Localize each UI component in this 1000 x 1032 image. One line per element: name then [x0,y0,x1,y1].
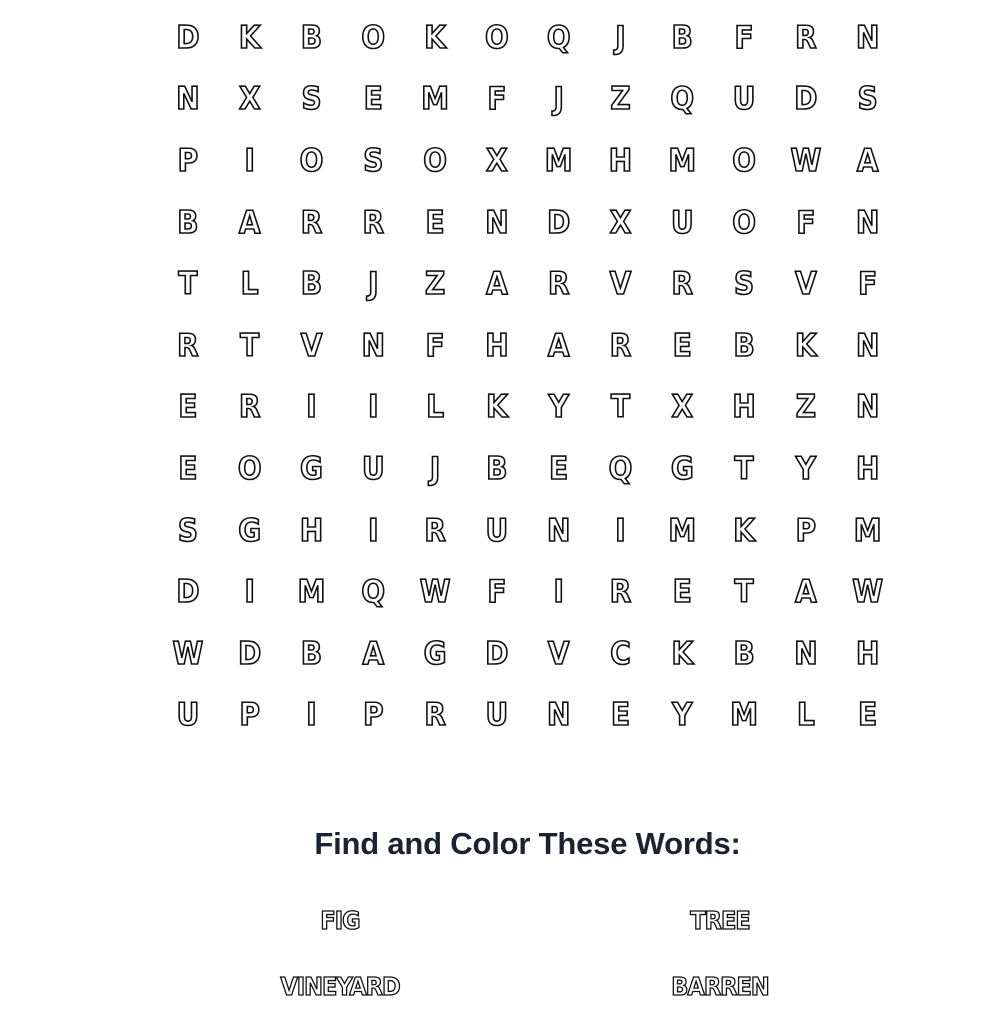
grid-letter[interactable]: F [425,327,445,364]
grid-letter[interactable]: E [178,389,198,426]
grid-letter[interactable]: D [176,19,200,56]
word-list-title: Find and Color These Words: [314,826,741,861]
grid-letter[interactable]: N [855,19,880,56]
grid-letter[interactable]: B [486,450,508,487]
grid-letter[interactable]: V [300,327,323,364]
grid-letter[interactable]: W [419,574,451,611]
grid-letter[interactable]: R [424,512,446,549]
grid-letter[interactable]: S [734,266,755,303]
grid-letter[interactable]: A [547,327,570,364]
grid-letter[interactable]: N [855,204,880,241]
grid-letter[interactable]: E [858,697,878,734]
letter-grid [157,7,897,746]
grid-letter[interactable]: F [796,204,816,241]
grid-letter[interactable]: L [796,697,815,734]
grid-letter[interactable]: K [238,19,261,56]
grid-letter[interactable]: M [421,81,449,118]
grid-letter[interactable]: O [237,450,262,487]
grid-letter[interactable]: D [794,81,818,118]
grid-letter[interactable]: S [363,142,384,179]
grid-letter[interactable]: K [486,389,508,426]
grid-letter[interactable]: B [733,635,755,672]
grid-letter[interactable]: K [671,635,694,672]
grid-letter[interactable]: K [795,327,817,364]
grid-letter[interactable]: A [238,204,261,241]
grid-letter[interactable]: O [361,19,386,56]
grid-letter[interactable]: H [299,512,324,549]
grid-letter[interactable]: F [734,19,754,56]
grid-letter[interactable]: M [853,512,882,549]
grid-letter[interactable]: D [176,574,200,611]
grid-letter[interactable]: A [856,142,879,179]
grid-letter[interactable]: W [790,142,822,179]
grid-letter[interactable]: Q [670,81,695,118]
grid-letter[interactable]: T [610,389,630,426]
grid-letter[interactable]: K [733,512,755,549]
grid-letter[interactable]: N [361,327,385,364]
grid-letter[interactable]: U [670,204,694,241]
grid-letter[interactable]: S [177,512,198,549]
grid-letter[interactable]: E [672,327,692,364]
grid-letter[interactable]: E [610,697,630,734]
grid-letter[interactable]: W [172,635,204,672]
grid-letter[interactable]: U [732,81,756,118]
grid-letter[interactable]: Z [424,266,446,303]
grid-letter[interactable]: H [855,635,880,672]
grid-letter[interactable]: B [671,19,693,56]
grid-letter[interactable]: B [177,204,199,241]
grid-letter[interactable]: V [609,266,632,303]
grid-letter[interactable]: B [300,635,323,672]
grid-letter[interactable]: A [795,574,817,611]
grid-letter[interactable]: O [732,142,756,179]
grid-letter[interactable]: I [553,574,564,611]
grid-letter[interactable]: A [362,635,385,672]
grid-letter[interactable]: V [547,635,570,672]
grid-letter[interactable]: P [177,142,199,179]
grid-letter[interactable]: F [487,81,507,118]
grid-letter[interactable]: M [544,142,573,179]
grid-letter[interactable]: N [855,389,880,426]
grid-letter[interactable]: S [301,81,322,118]
grid-letter[interactable]: F [858,266,878,303]
grid-letter[interactable]: X [671,389,694,426]
grid-letter[interactable]: D [238,635,262,672]
word-item: FIG [320,905,360,935]
grid-letter[interactable]: Z [610,81,631,118]
word-list [150,900,910,1032]
grid-letter[interactable]: U [176,697,200,734]
grid-letter[interactable]: Q [361,574,386,611]
grid-letter[interactable]: V [795,266,817,303]
grid-letter[interactable]: M [668,512,697,549]
grid-letter[interactable]: W [852,574,884,611]
grid-letter[interactable]: E [363,81,383,118]
grid-letter[interactable]: I [244,574,255,611]
grid-letter[interactable]: I [368,389,379,426]
grid-letter[interactable]: U [485,697,509,734]
grid-letter[interactable]: X [609,204,632,241]
grid-letter[interactable]: Y [548,389,569,426]
grid-letter[interactable]: R [609,574,632,611]
grid-letter[interactable]: G [300,450,323,487]
grid-letter[interactable]: I [615,512,626,549]
grid-letter[interactable]: B [733,327,755,364]
grid-letter[interactable]: T [734,574,754,611]
grid-letter[interactable]: E [178,450,198,487]
grid-letter[interactable]: Z [795,389,816,426]
grid-letter[interactable]: E [549,450,569,487]
grid-letter[interactable]: R [547,266,570,303]
grid-letter[interactable]: M [668,142,697,179]
grid-letter[interactable]: H [485,327,509,364]
grid-letter[interactable]: O [423,142,447,179]
grid-letter[interactable]: J [368,266,379,303]
grid-letter[interactable]: G [670,450,694,487]
grid-letter[interactable]: N [794,635,818,672]
grid-letter[interactable]: N [855,327,880,364]
grid-letter[interactable]: J [553,81,564,118]
grid-letter[interactable]: X [486,142,508,179]
grid-letter[interactable]: I [306,389,317,426]
grid-letter[interactable]: S [857,81,878,118]
grid-letter[interactable]: J [429,450,441,487]
grid-letter[interactable]: E [672,574,692,611]
grid-letter[interactable]: X [238,81,261,118]
grid-letter[interactable]: C [610,635,631,672]
grid-letter[interactable]: P [363,697,384,734]
grid-letter[interactable]: P [795,512,817,549]
grid-letter[interactable]: Q [546,19,571,56]
grid-letter[interactable]: Y [672,697,693,734]
grid-letter[interactable]: R [362,204,385,241]
grid-letter[interactable]: N [176,81,200,118]
grid-letter[interactable]: T [240,327,260,364]
grid-letter[interactable]: I [244,142,255,179]
word-item: BARREN [671,971,769,1001]
grid-letter[interactable]: O [485,19,509,56]
grid-letter[interactable]: Q [608,450,633,487]
grid-letter[interactable]: R [609,327,632,364]
grid-letter[interactable]: K [424,19,446,56]
grid-letter[interactable]: P [239,697,260,734]
grid-letter[interactable]: H [608,142,633,179]
grid-letter[interactable]: G [423,635,447,672]
grid-letter[interactable]: N [485,204,509,241]
grid-letter[interactable]: J [615,19,626,56]
grid-letter[interactable]: R [795,19,817,56]
grid-letter[interactable]: G [238,512,262,549]
word-item: TREE [690,905,750,935]
grid-letter[interactable]: R [238,389,261,426]
grid-letter[interactable]: R [424,697,446,734]
grid-letter[interactable]: I [306,697,317,734]
grid-letter[interactable]: I [368,512,379,549]
grid-letter[interactable]: D [485,635,509,672]
grid-letter[interactable]: T [178,266,198,303]
grid-letter[interactable]: N [547,697,571,734]
grid-letter[interactable]: O [299,142,324,179]
grid-letter[interactable]: U [485,512,509,549]
grid-letter[interactable]: A [486,266,508,303]
grid-letter[interactable]: U [361,450,385,487]
grid-letter[interactable]: O [732,204,756,241]
grid-letter[interactable]: R [300,204,323,241]
grid-letter[interactable]: L [426,389,444,426]
grid-letter[interactable]: T [734,450,754,487]
grid-letter[interactable]: L [240,266,259,303]
grid-letter[interactable]: H [732,389,756,426]
grid-letter[interactable]: R [177,327,199,364]
grid-letter[interactable]: N [547,512,571,549]
grid-letter[interactable]: M [297,574,326,611]
grid-letter[interactable]: E [425,204,445,241]
grid-letter[interactable]: D [547,204,571,241]
grid-letter[interactable]: B [300,19,323,56]
grid-letter[interactable]: M [730,697,758,734]
word-item: VINEYARD [280,971,400,1001]
grid-letter[interactable]: H [855,450,880,487]
grid-letter[interactable]: B [300,266,323,303]
grid-letter[interactable]: R [671,266,694,303]
grid-letter[interactable]: Y [795,450,816,487]
grid-letter[interactable]: F [487,574,507,611]
